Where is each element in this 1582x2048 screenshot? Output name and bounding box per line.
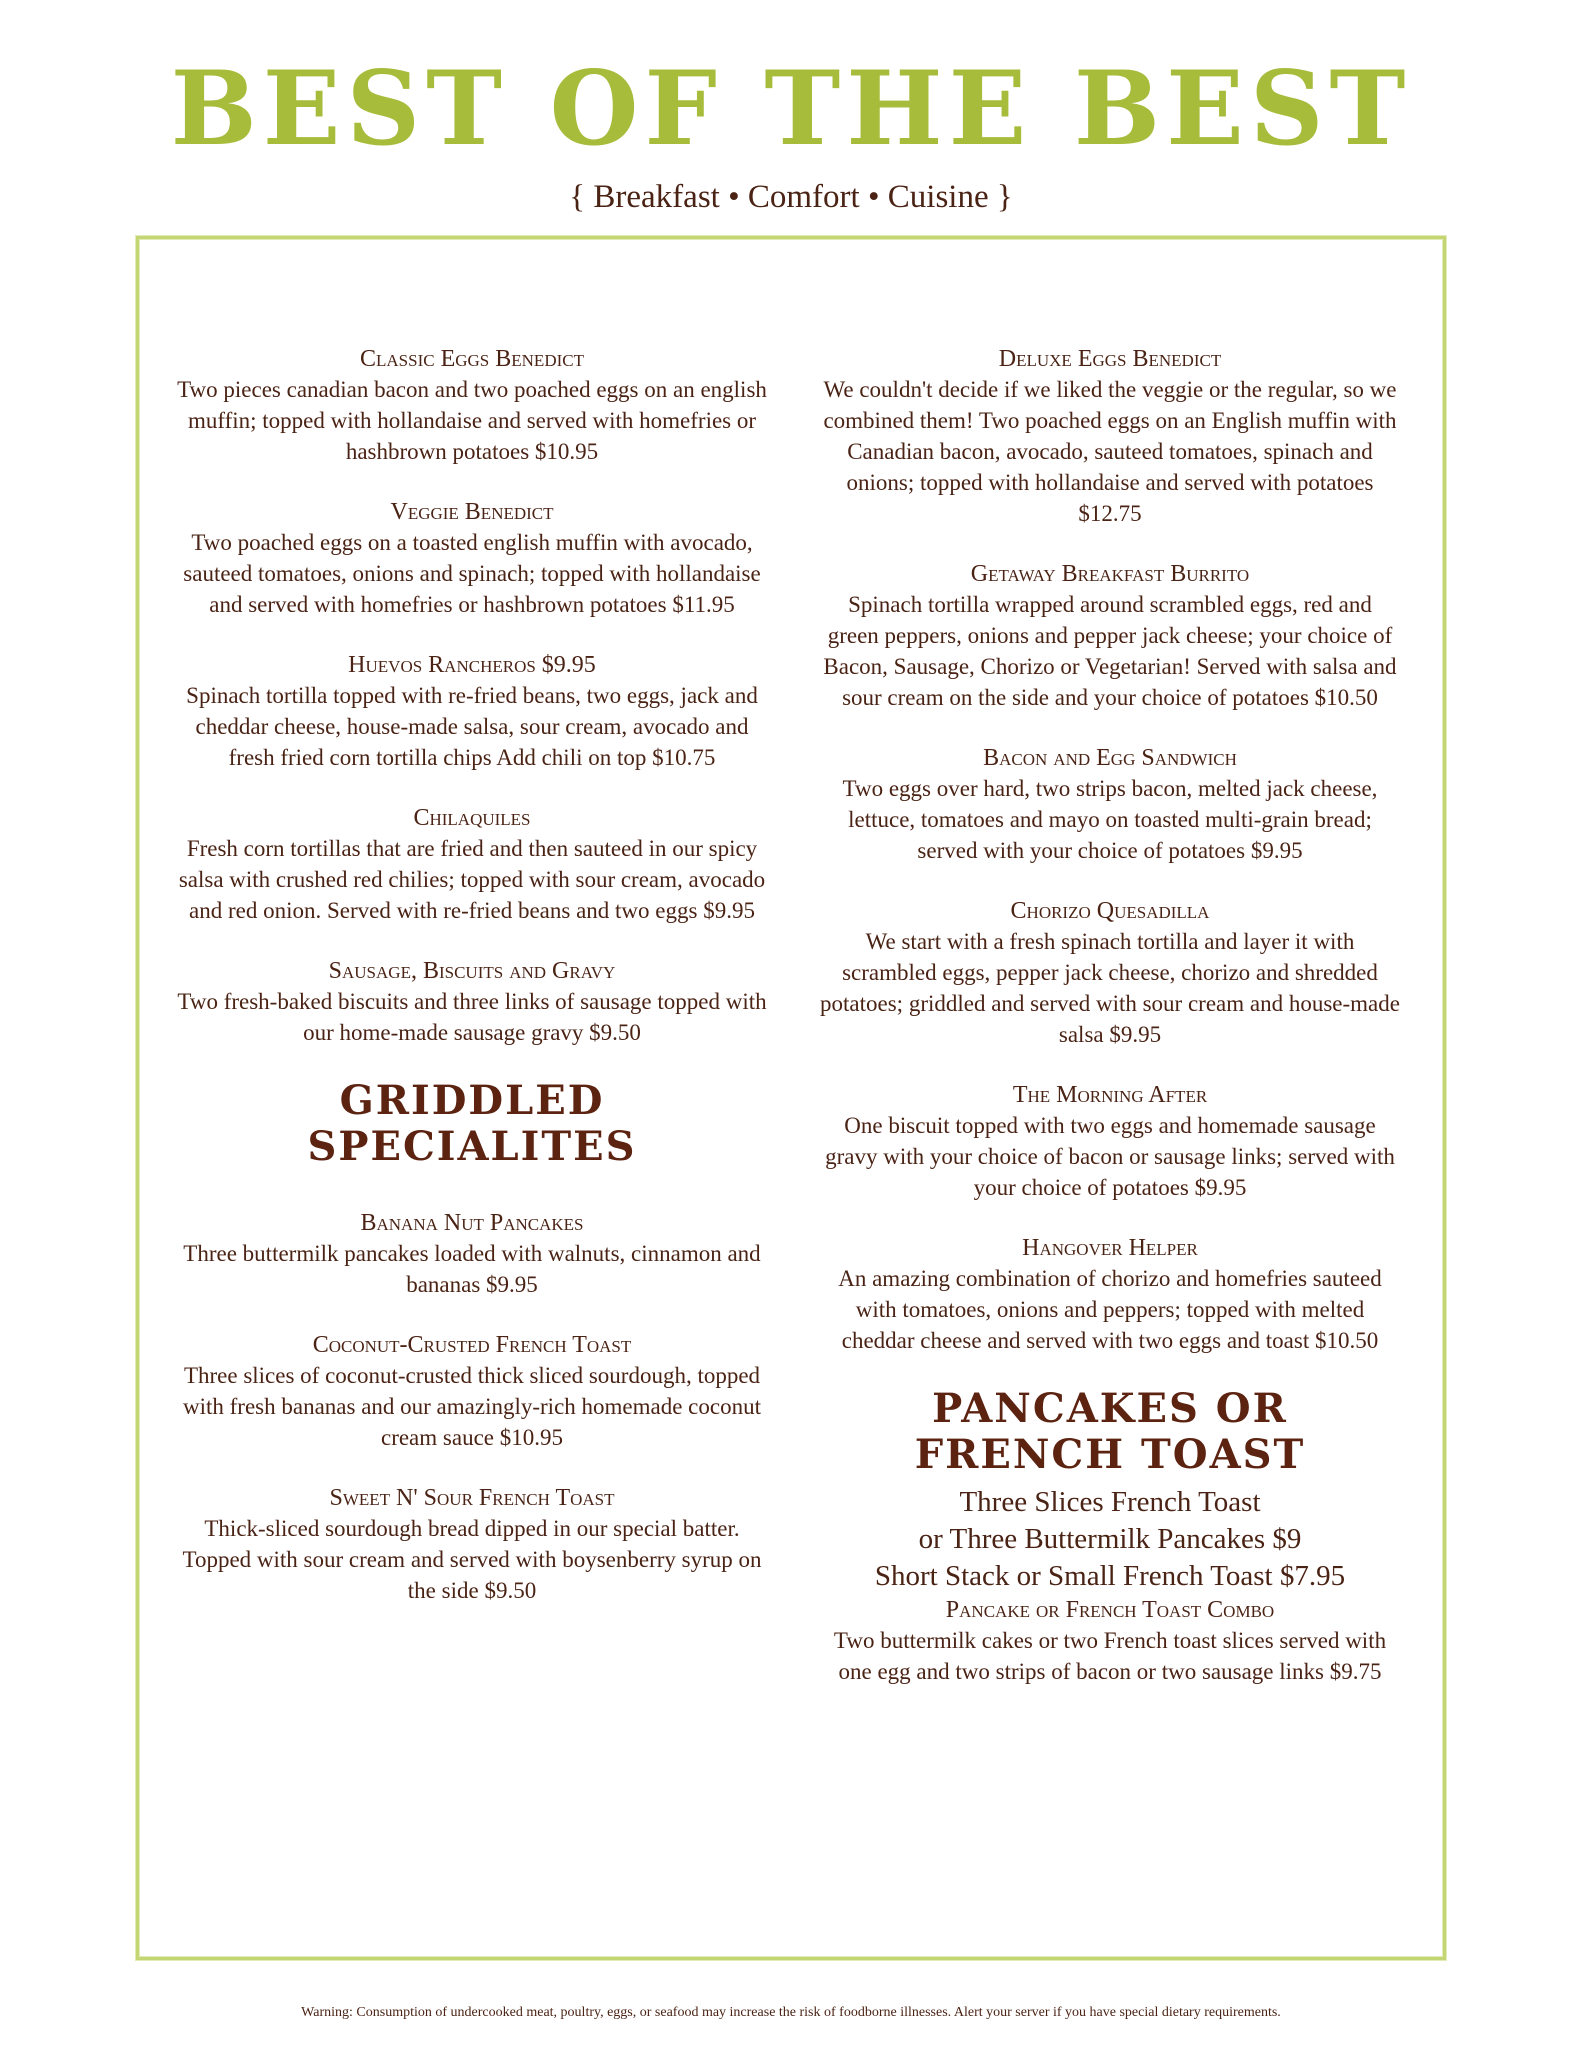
menu-subtitle: { Breakfast • Comfort • Cuisine }: [569, 179, 1013, 215]
section-heading-pancakes: PANCAKES OR FRENCH TOAST: [914, 1385, 1306, 1478]
item-name: Huevos Rancheros $9.95: [348, 652, 596, 678]
item-name: Banana Nut Pancakes: [360, 1210, 584, 1236]
item-description: We couldn't decide if we liked the veggie or the regular, so we combined them! Two poached eggs on an English muffin with Canadian bacon, avocado, sauteed tomatoes, spinach and onions; topped with hollandaise and served with potatoes $12.75: [823, 377, 1397, 526]
item-name: The Morning After: [1012, 1082, 1208, 1108]
item-description: Three buttermilk pancakes loaded with walnuts, cinnamon and bananas $9.95: [183, 1241, 761, 1297]
item-description: Two eggs over hard, two strips bacon, melted jack cheese, lettuce, tomatoes and mayo on toasted multi-grain bread; served with your choice of potatoes $9.95: [842, 776, 1378, 863]
left-column: [172, 344, 772, 1636]
menu-item: [820, 896, 1400, 1050]
menu-title: BEST OF THE BEST: [170, 49, 1412, 169]
right-column: [820, 344, 1400, 1717]
item-description: Three slices of coconut-crusted thick sliced sourdough, topped with fresh bananas and our amazingly-rich homemade coconut cream sauce $10.95: [183, 1363, 761, 1450]
item-description: One biscuit topped with two eggs and homemade sausage gravy with your choice of bacon or sausage links; served with your choice of potatoes $9.95: [825, 1113, 1395, 1200]
item-description: Fresh corn tortillas that are fried and then sauteed in our spicy salsa with crushed red chilies; topped with sour cream, avocado and red onion. Served with re-fried beans and two eggs $9.95: [178, 836, 766, 923]
menu-item: [172, 803, 772, 926]
item-description: Two poached eggs on a toasted english muffin with avocado, sauteed tomatoes, onions and spinach; topped with hollandaise and served with homefries or hashbrown potatoes $11.95: [183, 530, 761, 617]
menu-item: [820, 344, 1400, 529]
item-name: Coconut-Crusted French Toast: [312, 1332, 632, 1358]
menu-item: [820, 1080, 1400, 1203]
menu-item: [820, 1595, 1400, 1687]
item-description: Spinach tortilla wrapped around scrambled eggs, red and green peppers, onions and pepper jack cheese; your choice of Bacon, Sausage, Chorizo or Vegetarian! Served with salsa and sour cream on the side and your choice of potatoes $10.50: [823, 592, 1397, 710]
item-name: Bacon and Egg Sandwich: [983, 745, 1237, 771]
item-name: Hangover Helper: [1022, 1235, 1198, 1261]
section-heading-griddled: GRIDDLED SPECIALITES: [307, 1077, 637, 1170]
item-description: Two buttermilk cakes or two French toast slices served with one egg and two strips of bacon or two sausage links $9.75: [833, 1628, 1387, 1684]
item-description: Spinach tortilla topped with re-fried beans, two eggs, jack and cheddar cheese, house-made salsa, sour cream, avocado and fresh fried corn tortilla chips Add chili on top $10.75: [186, 683, 758, 770]
menu-item: [172, 1330, 772, 1453]
menu-item: [172, 497, 772, 620]
item-name: Classic Eggs Benedict: [360, 346, 584, 372]
item-name: Getaway Breakfast Burrito: [970, 561, 1250, 587]
item-description: An amazing combination of chorizo and homefries sauteed with tomatoes, onions and peppers; topped with melted cheddar cheese and served with two eggs and toast $10.50: [838, 1266, 1382, 1353]
item-name: Sausage, Biscuits and Gravy: [328, 958, 616, 984]
item-name: Sweet N' Sour French Toast: [329, 1485, 615, 1511]
footer-warning: Warning: Consumption of undercooked meat, poultry, eggs, or seafood may increase the risk of foodborne illnesses. Alert your server if you have special dietary requirements.: [301, 2005, 1281, 2020]
item-name: Chilaquiles: [413, 805, 531, 831]
item-description: Thick-sliced sourdough bread dipped in our special batter. Topped with sour cream and served with boysenberry syrup on the side $9.50: [182, 1516, 762, 1603]
menu-item: [172, 1208, 772, 1300]
item-description: We start with a fresh spinach tortilla and layer it with scrambled eggs, pepper jack cheese, chorizo and shredded potatoes; griddled and served with sour cream and house-made salsa $9.95: [820, 929, 1400, 1047]
item-name: Deluxe Eggs Benedict: [998, 346, 1222, 372]
menu-item: [820, 1233, 1400, 1356]
item-name: Chorizo Quesadilla: [1010, 898, 1210, 924]
item-description: Two fresh-baked biscuits and three links of sausage topped with our home-made sausage gravy $9.50: [177, 989, 767, 1045]
item-name: Pancake or French Toast Combo: [945, 1597, 1275, 1623]
pancake-line: or Three Buttermilk Pancakes $9: [918, 1523, 1302, 1555]
item-name: Veggie Benedict: [390, 499, 554, 525]
item-description: Two pieces canadian bacon and two poached eggs on an english muffin; topped with hollandaise and served with homefries or hashbrown potatoes $10.95: [177, 377, 767, 464]
menu-item: [172, 956, 772, 1048]
menu-item: [820, 743, 1400, 866]
pancake-line: Short Stack or Small French Toast $7.95: [874, 1560, 1346, 1592]
menu-item: [820, 559, 1400, 713]
menu-item: [172, 344, 772, 467]
menu-item: [172, 650, 772, 773]
pancake-line: Three Slices French Toast: [959, 1486, 1261, 1518]
menu-item: [172, 1483, 772, 1606]
